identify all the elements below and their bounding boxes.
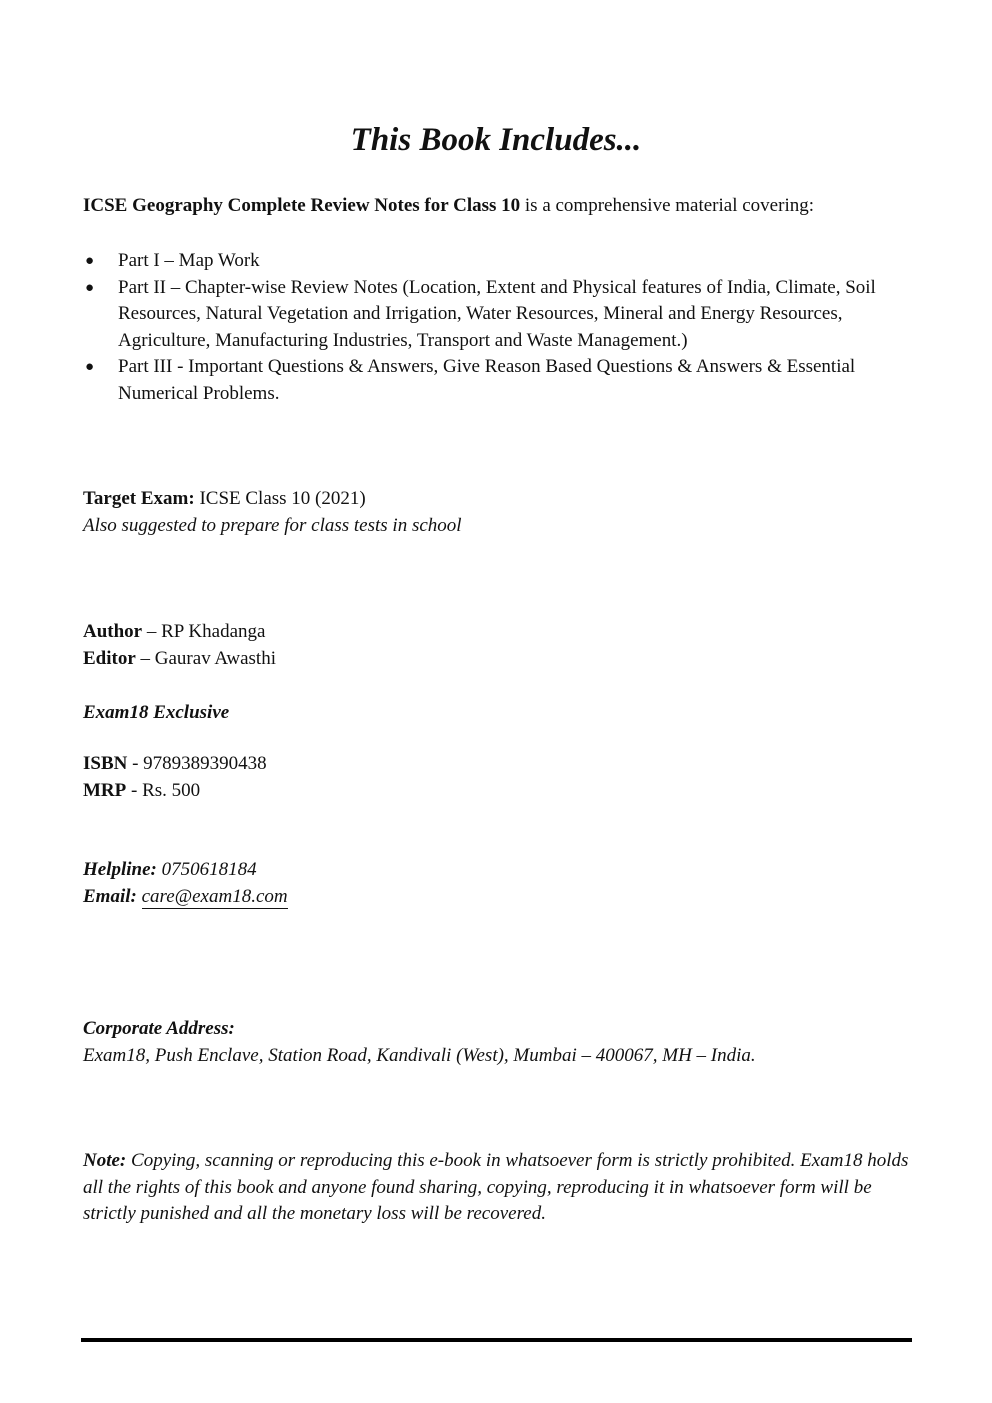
address-label-line xyxy=(83,1016,913,1043)
helpline-line xyxy=(83,857,913,884)
isbn-line xyxy=(83,751,913,778)
contact-section xyxy=(83,857,913,910)
helpline-label: Helpline: xyxy=(83,859,157,880)
exclusive-line xyxy=(83,700,913,727)
codes-section xyxy=(83,751,913,804)
book-name: ICSE Geography Complete Review Notes for Class 10 xyxy=(83,195,521,216)
bullet-icon: ● xyxy=(85,359,95,375)
address-value: Exam18, Push Enclave, Station Road, Kandivali (West), Mumbai – 400067, MH – India. xyxy=(83,1044,756,1066)
credits-section xyxy=(83,619,913,672)
helpline-value: 0750618184 xyxy=(156,859,257,880)
mrp-label: MRP xyxy=(83,779,127,801)
email-link[interactable]: care@exam18.com xyxy=(141,885,288,907)
email-label: Email: xyxy=(83,885,137,907)
editor-line xyxy=(83,646,913,673)
editor-value: – Gaurav Awasthi xyxy=(135,647,276,669)
intro-paragraph xyxy=(83,193,913,220)
mrp-value: - Rs. 500 xyxy=(126,779,201,801)
note-text: Copying, scanning or reproducing this e-book in whatsoever form is strictly prohibited. Exam18 holds all the rights of this book and anyone found sharing, copying, reproducing it in whatsoever form will be strictly punished and all the monetary loss will be recovered. xyxy=(83,1150,909,1224)
target-exam-value: ICSE Class 10 (2021) xyxy=(194,488,366,509)
email-line xyxy=(83,884,913,911)
intro-description: is a comprehensive material covering: xyxy=(520,195,815,216)
isbn-label: ISBN xyxy=(83,753,128,774)
bullet-icon: ● xyxy=(85,253,95,269)
address-label: Corporate Address: xyxy=(83,1018,235,1039)
target-suggestion-text: Also suggested to prepare for class tests in school xyxy=(83,514,462,536)
target-suggestion xyxy=(83,513,913,540)
part-text: Part III - Important Questions & Answers, Give Reason Based Questions & Answers & Essential Numerical Problems. xyxy=(118,356,856,404)
exclusive-text: Exam18 Exclusive xyxy=(83,702,230,723)
isbn-value: - 9789389390438 xyxy=(127,753,267,774)
note-section xyxy=(83,1148,913,1228)
bullet-icon: ● xyxy=(85,279,95,296)
author-line xyxy=(83,619,913,646)
part-text: Part II – Chapter-wise Review Notes (Location, Extent and Physical features of India, Climate, Soil Resources, Natural Vegetation and Irrigation, Water Resources, Mineral and Energy Resources, Agriculture, Manufacturing Industries, Transport and Waste Management.) xyxy=(118,276,876,351)
list-item xyxy=(83,275,913,355)
target-exam-line xyxy=(83,486,913,513)
author-value: – RP Khadanga xyxy=(142,621,266,642)
note-label: Note: xyxy=(83,1150,127,1171)
part-text: Part I – Map Work xyxy=(118,250,260,271)
list-item xyxy=(83,248,913,275)
address-value-line xyxy=(83,1043,913,1070)
mrp-line xyxy=(83,778,913,805)
target-exam-label: Target Exam: xyxy=(83,488,195,509)
editor-label: Editor xyxy=(83,647,136,669)
parts-list xyxy=(83,248,913,407)
author-label: Author xyxy=(83,621,143,642)
address-section xyxy=(83,1016,913,1069)
target-exam-section xyxy=(83,486,913,539)
footer-divider xyxy=(81,1338,912,1342)
list-item xyxy=(83,354,913,407)
page-title: This Book Includes... xyxy=(350,122,642,158)
